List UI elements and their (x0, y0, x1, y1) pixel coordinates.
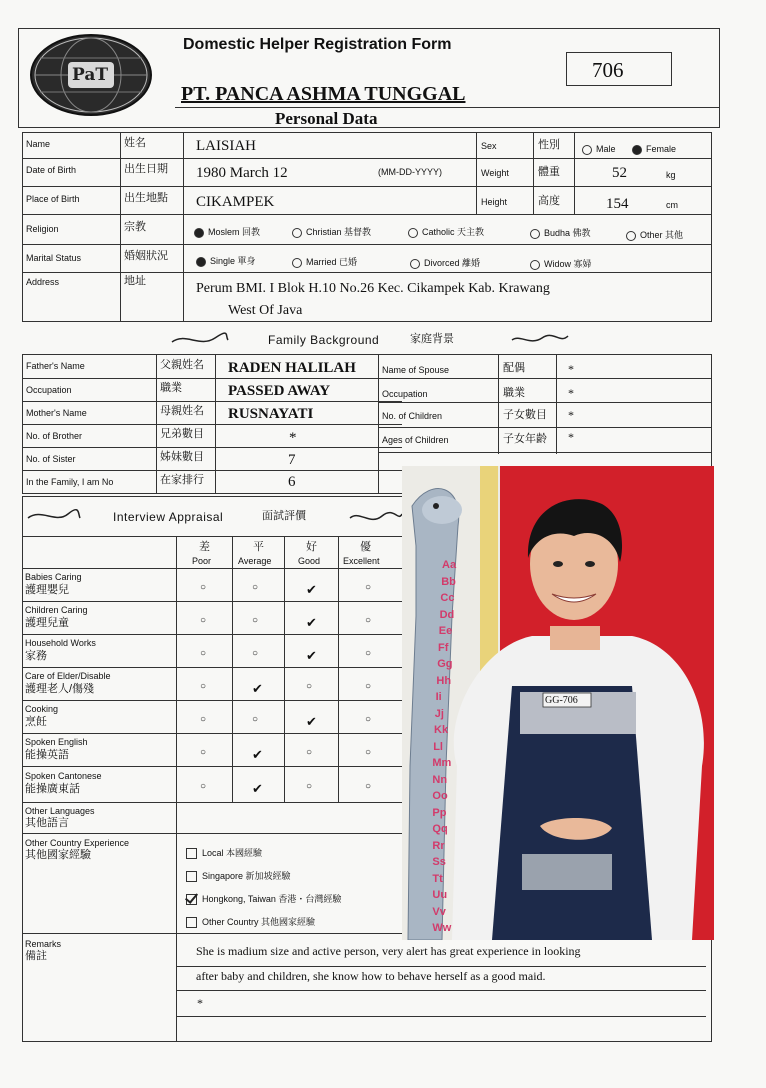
mother-name-value: RUSNAYATI (228, 406, 314, 422)
flourish-left-icon (170, 330, 230, 350)
radio-icon (530, 229, 540, 239)
name-label: Name (26, 139, 51, 149)
chart-letter: Uu (432, 889, 448, 901)
father-occupation-label-zh: 職業 (160, 382, 182, 394)
radio-icon (292, 228, 302, 238)
radio-checked-icon (632, 145, 642, 155)
experience-local-label: Local 本國經驗 (202, 848, 263, 858)
skill-label: Babies Caring (25, 572, 82, 582)
brothers-value: * (289, 430, 297, 446)
religion-label-zh: 宗教 (124, 221, 146, 233)
chart-letter: Hh (436, 674, 452, 687)
children-ages-value: * (568, 430, 574, 444)
company-logo (30, 34, 152, 116)
experience-local-option[interactable] (186, 846, 262, 859)
col-excellent-zh: 優 (360, 541, 371, 553)
checkbox-checked-icon (186, 894, 197, 905)
religion-budha-option[interactable] (530, 226, 591, 239)
marital-label-zh: 婚姻狀況 (124, 250, 168, 262)
sex-label: Sex (481, 141, 497, 151)
flourish-right-icon (348, 508, 404, 530)
chart-letter: Kk (434, 724, 449, 736)
family-rank-label: In the Family, I am No (26, 477, 114, 487)
skill-label-zh: 護理老人/傷殘 (25, 683, 95, 695)
applicant-photo (402, 466, 714, 940)
rating-checked-icon[interactable]: ✔ (252, 781, 263, 796)
chart-letter: Jj (434, 707, 444, 720)
rating-radio-icon[interactable]: ○ (200, 681, 207, 692)
radio-checked-icon (194, 228, 204, 238)
chart-letter: Qq (432, 823, 448, 835)
name-value: LAISIAH (196, 138, 256, 154)
chart-letter: Ss (432, 856, 446, 868)
remarks-line-3: * (197, 996, 203, 1010)
religion-other-label: Other 其他 (640, 230, 684, 240)
address-label-zh: 地址 (124, 275, 146, 287)
rating-radio-icon[interactable]: ○ (200, 714, 207, 725)
marital-married-label: Married 已婚 (306, 257, 358, 267)
chart-letter: Tt (432, 872, 443, 885)
form-number: 706 (592, 58, 624, 82)
religion-christian-option[interactable] (292, 225, 371, 238)
sex-male-label: Male (596, 144, 616, 154)
rating-radio-icon[interactable]: ○ (365, 681, 372, 692)
chart-letter: Ww (432, 922, 452, 934)
rating-radio-icon[interactable]: ○ (252, 714, 259, 725)
address-label: Address (26, 277, 60, 287)
rating-radio-icon[interactable]: ○ (365, 714, 372, 725)
remarks-label-zh: 備註 (25, 950, 47, 962)
experience-hongkong-label: Hongkong, Taiwan 香港・台灣經驗 (202, 894, 342, 904)
mother-name-label-zh: 母親姓名 (160, 405, 204, 417)
chart-letter: Bb (441, 575, 456, 588)
skill-label: Cooking (25, 704, 59, 714)
rating-checked-icon[interactable]: ✔ (306, 648, 317, 663)
chart-letter: Vv (432, 905, 446, 918)
religion-christian-label: Christian 基督教 (306, 227, 372, 237)
family-title: Family Background (268, 333, 380, 347)
pob-value: CIKAMPEK (196, 194, 275, 210)
interview-title: Interview Appraisal (113, 510, 224, 524)
father-name-value: RADEN HALILAH (228, 360, 356, 376)
remarks-line-1: She is madium size and active person, very alert has great experience in looking (196, 944, 581, 958)
rating-radio-icon[interactable]: ○ (365, 615, 372, 626)
chart-letter: Ff (438, 641, 449, 654)
father-name-label: Father's Name (26, 361, 85, 371)
rating-checked-icon[interactable]: ✔ (306, 582, 317, 597)
sisters-label-zh: 姊妹數目 (160, 451, 204, 463)
religion-catholic-option[interactable] (408, 225, 484, 238)
skill-label-zh: 能操英語 (25, 749, 69, 761)
spouse-name-label-zh: 配偶 (503, 362, 525, 374)
skill-label: Care of Elder/Disable (25, 671, 111, 681)
checkbox-icon (186, 917, 197, 928)
radio-icon (530, 260, 540, 270)
rating-radio-icon[interactable]: ○ (252, 615, 259, 626)
skill-label-zh: 護理兒童 (25, 617, 69, 629)
col-poor-zh: 差 (199, 541, 210, 553)
col-excellent: Excellent (343, 556, 380, 566)
flourish-left-icon (26, 506, 82, 528)
marital-divorced-option[interactable] (410, 256, 480, 269)
religion-catholic-label: Catholic 天主教 (422, 227, 485, 237)
radio-icon (582, 145, 592, 155)
skill-label: Children Caring (25, 605, 88, 615)
children-ages-label-zh: 子女年齡 (503, 433, 547, 445)
height-label-zh: 高度 (538, 195, 560, 207)
father-occupation-label: Occupation (26, 385, 72, 395)
marital-divorced-label: Divorced 離婚 (424, 258, 481, 268)
sex-label-zh: 性別 (538, 139, 560, 151)
brothers-label: No. of Brother (26, 431, 83, 441)
family-rank-value: 6 (288, 474, 296, 490)
religion-budha-label: Budha 佛教 (544, 228, 591, 238)
children-ages-label: Ages of Children (382, 435, 449, 445)
name-tag: GG-706 (545, 695, 578, 706)
skill-label: Spoken Cantonese (25, 771, 102, 781)
rating-checked-icon[interactable]: ✔ (252, 747, 263, 762)
rating-radio-icon[interactable]: ○ (306, 747, 313, 758)
chart-letter: Gg (437, 658, 453, 670)
experience-label: Other Country Experience (25, 838, 130, 848)
interview-title-zh: 面試評價 (262, 510, 306, 522)
address-line1: Perum BMI. I Blok H.10 No.26 Kec. Cikampek Kab. Krawang (196, 281, 550, 296)
rating-radio-icon[interactable]: ○ (365, 582, 372, 593)
experience-label-zh: 其他國家經驗 (25, 849, 91, 861)
children-count-label-zh: 子女數目 (503, 409, 547, 421)
marital-widow-label: Widow 寡婦 (544, 259, 592, 269)
rating-radio-icon[interactable]: ○ (365, 648, 372, 659)
radio-icon (626, 231, 636, 241)
spouse-occupation-value: * (568, 386, 574, 400)
chart-letter: Nn (432, 773, 448, 786)
weight-unit: kg (666, 170, 676, 180)
rating-radio-icon[interactable]: ○ (306, 781, 313, 792)
sisters-value: 7 (288, 452, 296, 468)
spouse-name-value: * (568, 362, 574, 376)
remarks-line-2: after baby and children, she know how to behave herself as a good maid. (196, 969, 546, 983)
dob-format: (MM-DD-YYYY) (378, 167, 442, 177)
chart-letter: Cc (440, 592, 455, 604)
religion-moslem-option[interactable] (194, 225, 260, 238)
other-languages-label-zh: 其他語言 (25, 817, 69, 829)
marital-label: Marital Status (26, 253, 82, 263)
skill-label-zh: 能操廣東話 (25, 783, 80, 795)
family-title-zh: 家庭背景 (410, 333, 454, 345)
religion-other-option[interactable] (626, 228, 683, 241)
rating-radio-icon[interactable]: ○ (200, 615, 207, 626)
checkbox-icon (186, 848, 197, 859)
height-label: Height (481, 197, 508, 207)
skill-label: Household Works (25, 638, 96, 648)
rating-radio-icon[interactable]: ○ (200, 781, 207, 792)
spouse-occupation-label-zh: 職業 (503, 387, 525, 399)
section-title: Personal Data (275, 109, 378, 128)
col-average: Average (238, 556, 272, 566)
checkbox-icon (186, 871, 197, 882)
chart-letter: Ee (438, 625, 453, 637)
sisters-label: No. of Sister (26, 454, 76, 464)
family-background-heading (170, 330, 570, 350)
dob-label: Date of Birth (26, 165, 77, 175)
radio-icon (408, 228, 418, 238)
rating-radio-icon[interactable]: ○ (200, 582, 207, 593)
rating-radio-icon[interactable]: ○ (200, 747, 207, 758)
children-count-value: * (568, 408, 574, 422)
skill-label-zh: 家務 (25, 650, 47, 662)
rating-radio-icon[interactable]: ○ (365, 781, 372, 792)
chart-letter: Oo (432, 790, 448, 802)
weight-label: Weight (481, 168, 509, 178)
experience-singapore-label: Singapore 新加坡經驗 (202, 871, 291, 881)
height-value: 154 (606, 196, 629, 212)
rating-checked-icon[interactable]: ✔ (252, 681, 263, 696)
rating-checked-icon[interactable]: ✔ (306, 615, 317, 630)
col-good: Good (298, 556, 321, 566)
rating-radio-icon[interactable]: ○ (365, 747, 372, 758)
mother-name-label: Mother's Name (26, 408, 87, 418)
col-good-zh: 好 (306, 541, 317, 553)
experience-singapore-option[interactable] (186, 869, 291, 882)
name-label-zh: 姓名 (124, 137, 146, 149)
religion-label: Religion (26, 224, 59, 234)
radio-icon (410, 259, 420, 269)
rating-radio-icon[interactable]: ○ (306, 681, 313, 692)
religion-moslem-label: Moslem 回教 (208, 227, 261, 237)
weight-value: 52 (612, 165, 627, 181)
brothers-label-zh: 兄弟數目 (160, 428, 204, 440)
marital-widow-option[interactable] (530, 257, 592, 270)
rating-checked-icon[interactable]: ✔ (306, 714, 317, 729)
skill-label-zh: 護理嬰兒 (25, 584, 69, 596)
rating-radio-icon[interactable]: ○ (200, 648, 207, 659)
col-poor: Poor (192, 556, 212, 566)
height-unit: cm (666, 200, 678, 210)
weight-label-zh: 體重 (538, 166, 560, 178)
dob-label-zh: 出生日期 (124, 163, 168, 175)
family-rank-label-zh: 在家排行 (160, 474, 204, 486)
other-languages-label: Other Languages (25, 806, 95, 816)
dob-value: 1980 March 12 (196, 165, 288, 181)
rating-radio-icon[interactable]: ○ (252, 582, 259, 593)
marital-married-option[interactable] (292, 255, 357, 268)
logo-text: PaT (72, 65, 108, 85)
children-count-label: No. of Children (382, 411, 443, 421)
address-line2: West Of Java (228, 303, 303, 318)
pob-label: Place of Birth (26, 194, 80, 204)
father-occupation-value: PASSED AWAY (228, 383, 331, 399)
marital-single-option[interactable] (196, 254, 256, 267)
chart-letter: Dd (439, 608, 455, 621)
experience-other-label: Other Country 其他國家經驗 (202, 917, 316, 927)
form-title: Domestic Helper Registration Form (183, 36, 452, 53)
chart-letter: Pp (432, 806, 447, 819)
pob-label-zh: 出生地點 (124, 192, 168, 204)
flourish-right-icon (510, 330, 570, 350)
sex-female-label: Female (646, 144, 677, 154)
sex-female-option[interactable] (632, 144, 676, 155)
chart-letter: Ii (435, 691, 442, 703)
chart-letter: Aa (442, 559, 457, 571)
col-average-zh: 平 (253, 541, 264, 553)
marital-single-label: Single 單身 (210, 256, 256, 266)
experience-other-option[interactable] (186, 915, 315, 928)
radio-checked-icon (196, 257, 206, 267)
rating-radio-icon[interactable]: ○ (252, 648, 259, 659)
spouse-occupation-label: Occupation (382, 389, 428, 399)
experience-hongkong-option[interactable] (186, 892, 341, 905)
remarks-label: Remarks (25, 939, 62, 949)
chart-letter: Ll (433, 740, 443, 753)
skill-label-zh: 烹飪 (25, 716, 47, 728)
chart-letter: Mm (432, 757, 452, 769)
company-name: PT. PANCA ASHMA TUNGGAL (181, 83, 466, 105)
radio-icon (292, 258, 302, 268)
father-name-label-zh: 父親姓名 (160, 359, 204, 371)
chart-letter: Rr (432, 839, 445, 852)
spouse-name-label: Name of Spouse (382, 365, 450, 375)
sex-male-option[interactable] (582, 144, 616, 155)
skill-label: Spoken English (25, 737, 88, 747)
